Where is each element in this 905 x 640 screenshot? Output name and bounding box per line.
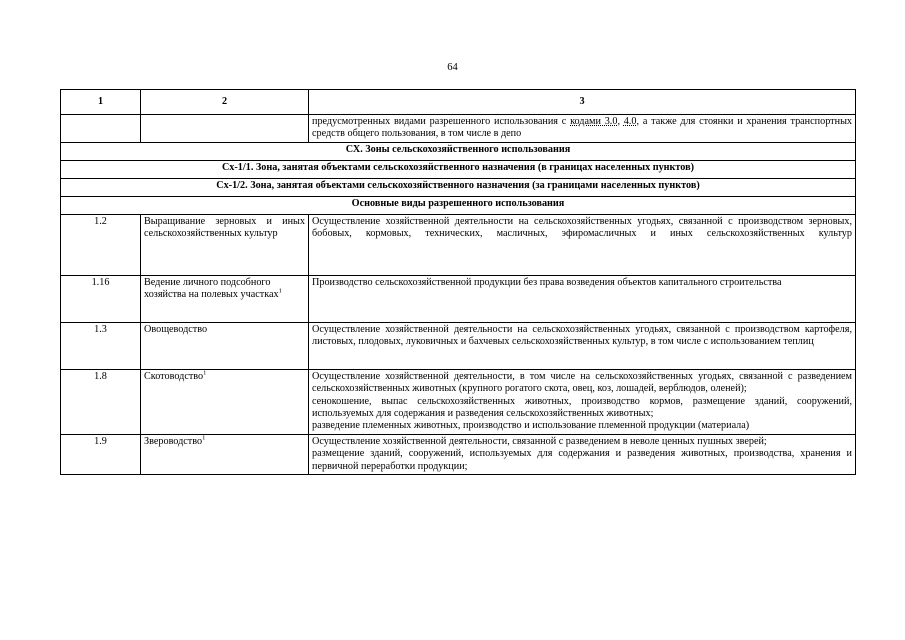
continuation-separator: ,	[617, 116, 624, 127]
use-code: 1.2	[61, 214, 141, 275]
description-paragraph: сенокошение, выпас сельскохозяйственных животных, производство кормов, размещение зданий, сооружений, используемых для содержания и разведения сельскохозяйственных животных;	[312, 395, 852, 420]
use-description	[309, 214, 856, 275]
page-number: 64	[447, 62, 458, 73]
table-row	[61, 434, 856, 474]
code-link-4-0[interactable]: 4.0	[623, 116, 637, 127]
use-code: 1.8	[61, 369, 141, 434]
use-name	[141, 369, 309, 434]
section-row	[61, 142, 856, 160]
continuation-row	[61, 115, 856, 143]
table-row	[61, 369, 856, 434]
description-paragraph: разведение племенных животных, производство и использование племенной продукции (материала)	[312, 420, 750, 432]
use-code: 1.9	[61, 434, 141, 474]
section-title-sx-1-1: Сх-1/1. Зона, занятая объектами сельскохозяйственного назначения (в границах населенных пунктов)	[61, 160, 856, 178]
column-header-code: 1	[61, 90, 141, 115]
table-row	[61, 214, 856, 275]
description-paragraph: Производство сельскохозяйственной продукции без права возведения объектов капитального строительства	[312, 276, 782, 288]
zoning-table	[60, 89, 856, 475]
use-description	[309, 369, 856, 434]
use-name	[141, 322, 309, 369]
use-name-text: Звероводство	[144, 435, 203, 447]
use-description	[309, 434, 856, 474]
table-row	[61, 322, 856, 369]
continuation-text-before: предусмотренных видами разрешенного использования с	[312, 116, 571, 127]
footnote-marker: 1	[278, 287, 282, 295]
use-code: 1.3	[61, 322, 141, 369]
use-name-text: Ведение личного подсобного хозяйства на полевых участках	[144, 276, 279, 301]
use-name	[141, 214, 309, 275]
description-paragraph: Осуществление хозяйственной деятельности на сельскохозяйственных угодьях, связанной с производством зерновых, бобовых, кормовых, технических, масличных, эфиромасличных и иных сельскохозяйственных культур	[312, 215, 852, 240]
use-name-text: Овощеводство	[144, 323, 208, 335]
column-header-description: 3	[309, 90, 856, 115]
section-title-sx-zones: СХ. Зоны сельскохозяйственного использования	[61, 142, 856, 160]
section-row	[61, 178, 856, 196]
description-paragraph: Осуществление хозяйственной деятельности, в том числе на сельскохозяйственных угодьях, связанной с разведением сельскохозяйственных животных (крупного рогатого скота, овец, коз, лошадей, верблюдов, оленей);	[312, 370, 852, 395]
use-code: 1.16	[61, 275, 141, 322]
description-paragraph: размещение зданий, сооружений, используемых для содержания и разведения животных, производства, хранения и первичной переработки продукции;	[312, 448, 852, 472]
continuation-code-cell	[61, 115, 141, 143]
section-title-sx-1-2: Сх-1/2. Зона, занятая объектами сельскохозяйственного назначения (за границами населенных пунктов)	[61, 178, 856, 196]
table-row	[61, 275, 856, 322]
use-name-text: Выращивание зерновых и иных сельскохозяйственных культур	[144, 215, 305, 240]
use-name	[141, 434, 309, 474]
section-row	[61, 196, 856, 214]
column-header-name: 2	[141, 90, 309, 115]
footnote-marker: 1	[202, 434, 206, 442]
section-row	[61, 160, 856, 178]
use-name	[141, 275, 309, 322]
use-description	[309, 275, 856, 322]
continuation-description-cell	[309, 115, 856, 143]
description-paragraph: Осуществление хозяйственной деятельности на сельскохозяйственных угодьях, связанной с производством картофеля, листовых, плодовых, луковичных и бахчевых сельскохозяйственных культур, в том числе с использованием теплиц	[312, 323, 852, 348]
footnote-marker: 1	[203, 369, 207, 377]
continuation-name-cell	[141, 115, 309, 143]
table-header-row	[61, 90, 856, 115]
use-description	[309, 322, 856, 369]
section-title-main-uses: Основные виды разрешенного использования	[61, 196, 856, 214]
description-paragraph: Осуществление хозяйственной деятельности, связанной с разведением в неволе ценных пушных зверей;	[312, 435, 767, 447]
use-name-text: Скотоводство	[144, 370, 204, 382]
code-link-3-0[interactable]: кодами 3.0	[570, 116, 618, 127]
continuation-text-after: , а также для стоянки и хранения транспортных средств общего пользования, в том числе в депо	[312, 116, 853, 140]
